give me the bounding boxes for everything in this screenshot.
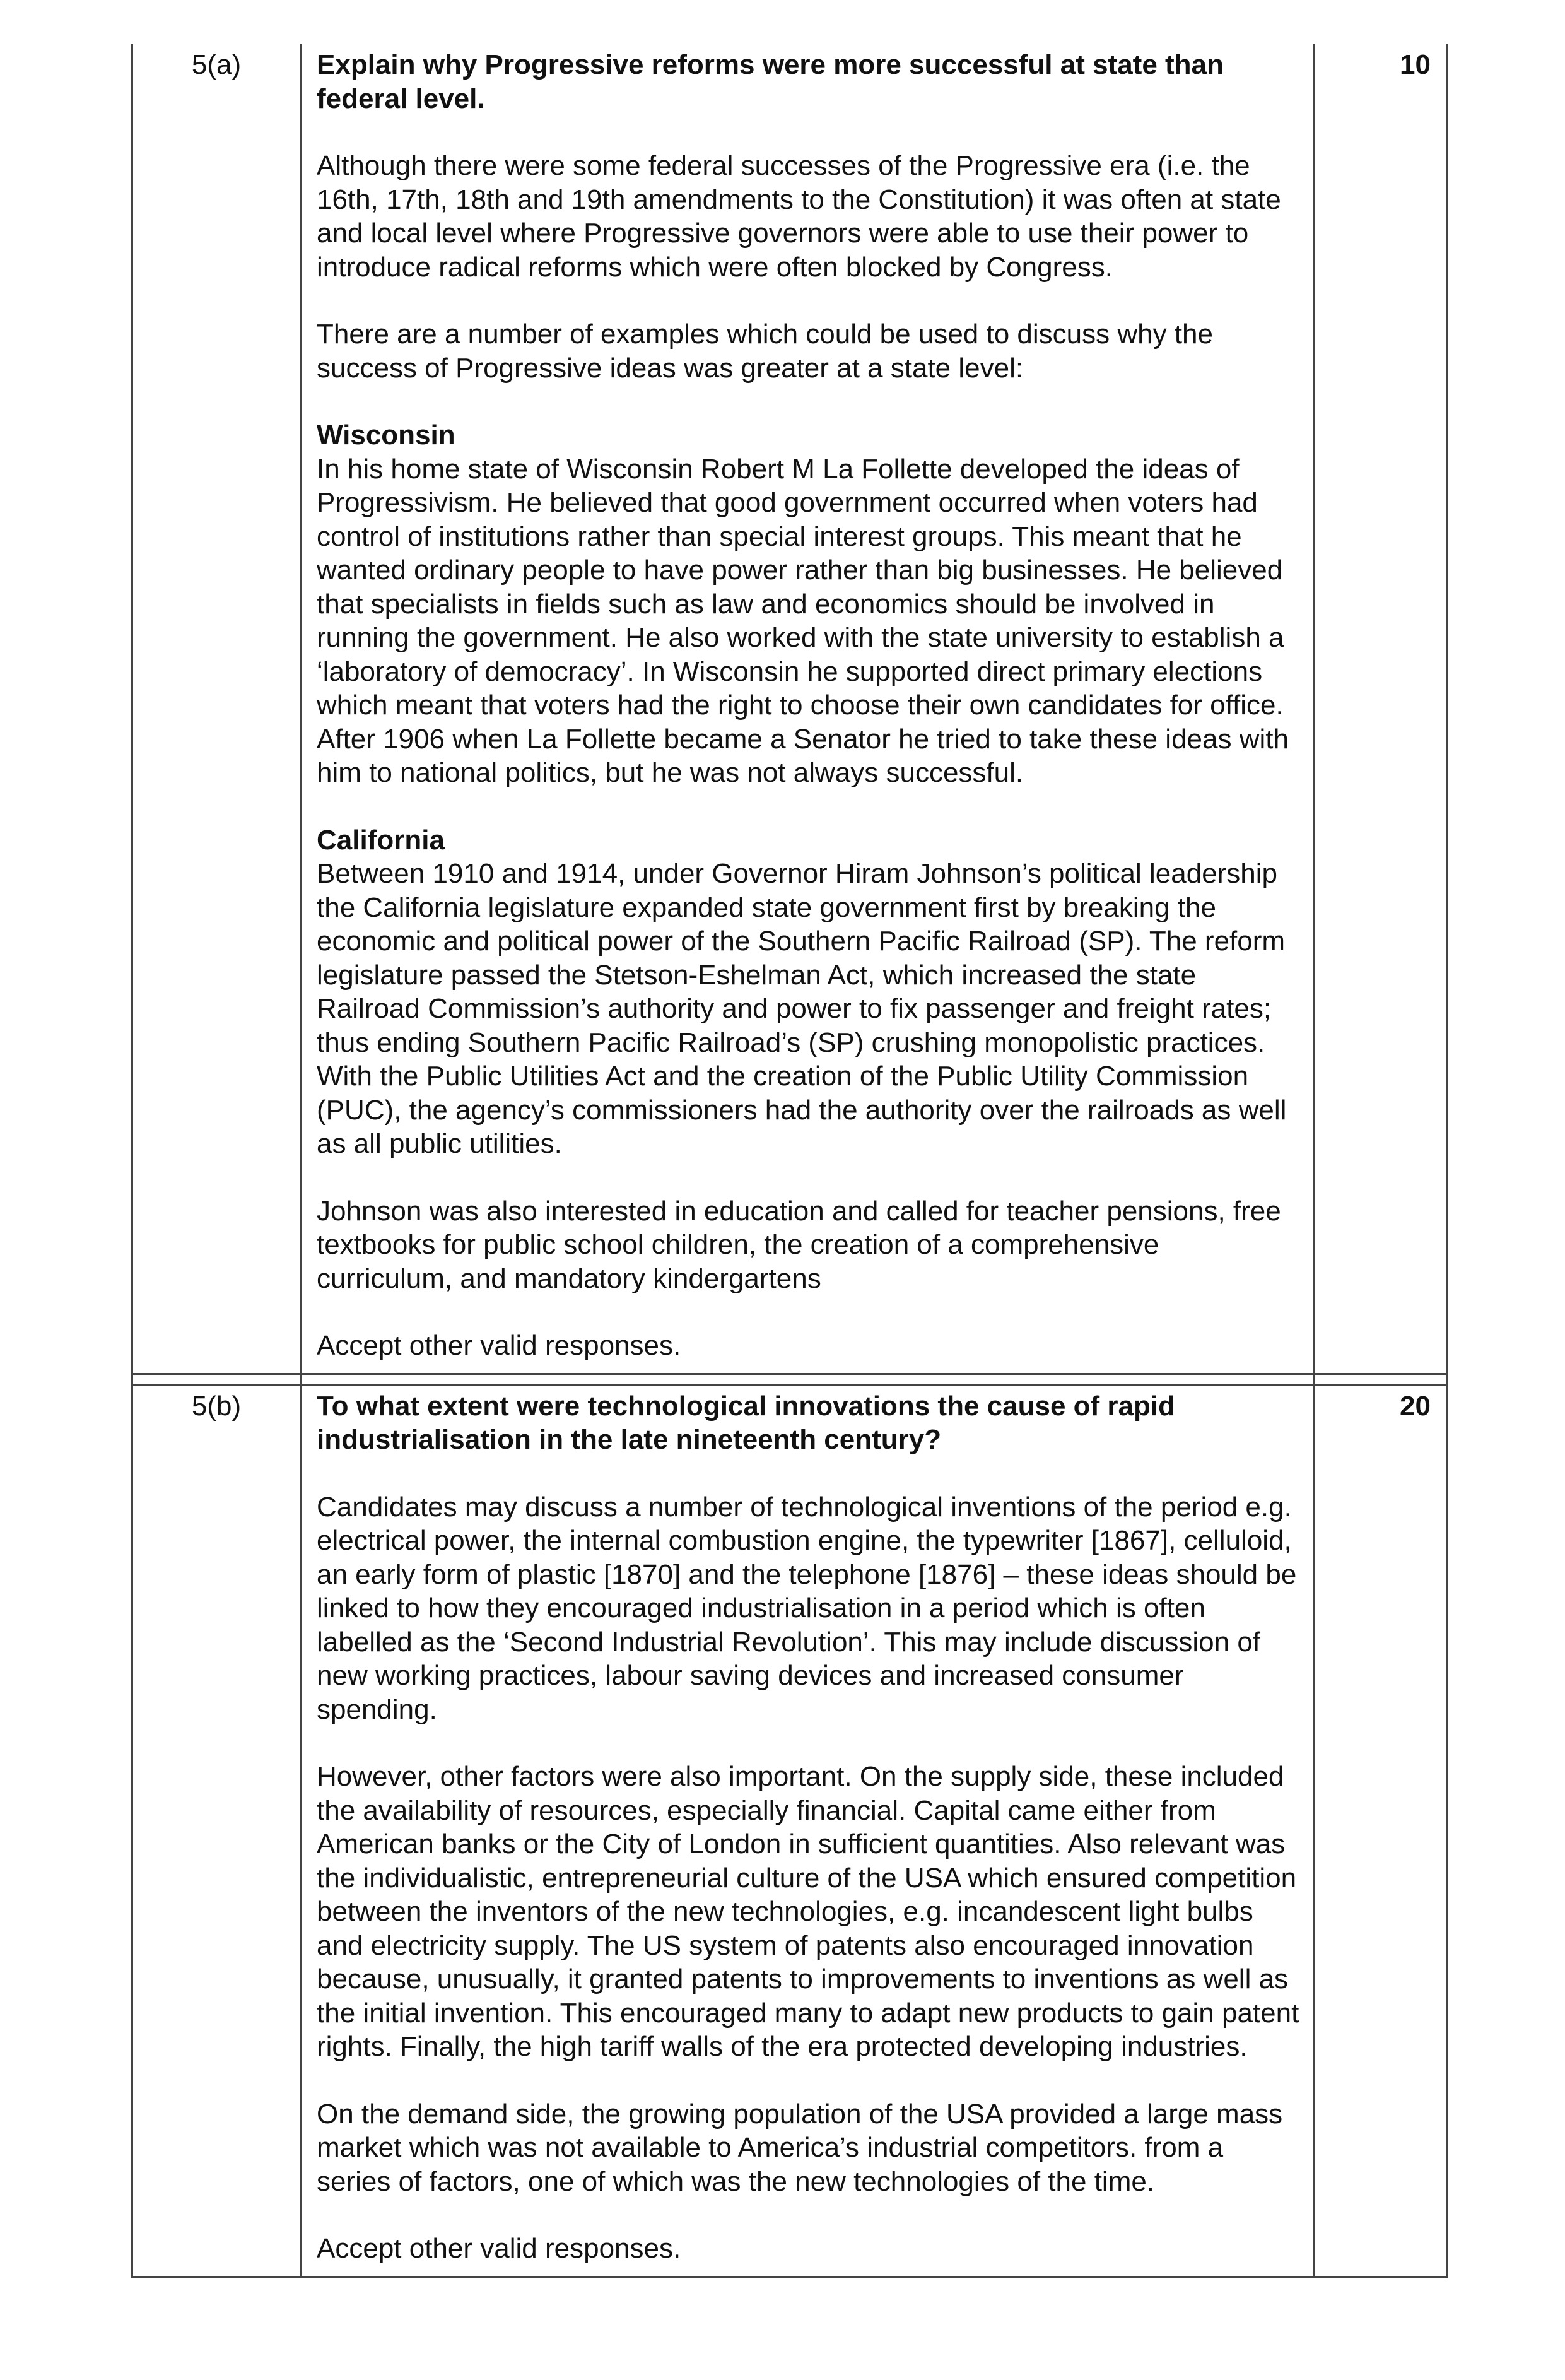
- paragraph-text: Accept other valid responses.: [317, 1330, 681, 1361]
- paragraph: [317, 823, 1301, 1161]
- question-row-5a: [132, 44, 1447, 1374]
- question-text: To what extent were technological innovations the cause of rapid industrialisation in the late nineteenth century?: [317, 1390, 1175, 1455]
- question-number: 5(b): [132, 1384, 301, 2277]
- answer-guidance: [301, 1384, 1315, 2277]
- paragraph-text: Johnson was also interested in education and called for teacher pensions, free textbooks for public school children, the creation of a comprehensive curriculum, and mandatory kindergartens: [317, 1195, 1281, 1294]
- question-text: Explain why Progressive reforms were more successful at state than federal level.: [317, 49, 1224, 114]
- paragraph: [317, 2097, 1301, 2199]
- mark-scheme-table: [131, 44, 1448, 2278]
- paragraph-text: On the demand side, the growing population of the USA provided a large mass market which was not available to America’s industrial competitors. from a series of factors, one of which was the new technologies of the time.: [317, 2098, 1283, 2197]
- answer-guidance: [301, 44, 1315, 1374]
- marks: 20: [1315, 1384, 1447, 2277]
- paragraph: [317, 418, 1301, 790]
- paragraph: [317, 1194, 1301, 1296]
- paragraph-text: Between 1910 and 1914, under Governor Hiram Johnson’s political leadership the California legislature expanded state government first by breaking the economic and political power of the Southern Pacific Railroad (SP). The reform legislature passed the Stetson-Eshelman Act, which increased the state Railroad Commission’s authority and power to fix passenger and freight rates; thus ending Southern Pacific Railroad’s (SP) crushing monopolistic practices. With the Public Utilities Act and the creation of the Public Utility Commission (PUC), the agency’s commissioners had the authority over the railroads as well as all public utilities.: [317, 858, 1287, 1159]
- section-heading: Wisconsin: [317, 420, 455, 451]
- marks: 10: [1315, 44, 1447, 1374]
- question-number: 5(a): [132, 44, 301, 1374]
- paragraph: [317, 1329, 1301, 1363]
- paragraph-text: In his home state of Wisconsin Robert M La Follette developed the ideas of Progressivism. He believed that good government occurred when voters had control of institutions rather than special interest groups. This meant that he wanted ordinary people to have power rather than big businesses. He believed that specialists in fields such as law and economics should be involved in running the government. He also worked with the state university to establish a ‘laboratory of democracy’. In Wisconsin he supported direct primary elections which meant that voters had the right to choose their own candidates for office. After 1906 when La Follette became a Senator he tried to take these ideas with him to national politics, but he was not always successful.: [317, 453, 1289, 788]
- paragraph: [317, 149, 1301, 284]
- paragraph-text: Accept other valid responses.: [317, 2233, 681, 2264]
- row-separator: [132, 1374, 1447, 1384]
- paragraph: [317, 1760, 1301, 2064]
- paragraph-text: Candidates may discuss a number of technological inventions of the period e.g. electrical power, the internal combustion engine, the typewriter [1867], celluloid, an early form of plastic [1870] and the telephone [1876] – these ideas should be linked to how they encouraged industrialisation in a period which is often labelled as the ‘Second Industrial Revolution’. This may include discussion of new working practices, labour saving devices and increased consumer spending.: [317, 1491, 1297, 1725]
- paragraph-text: There are a number of examples which could be used to discuss why the success of Progressive ideas was greater at a state level:: [317, 319, 1213, 384]
- paragraph: [317, 1490, 1301, 1727]
- paragraph: [317, 317, 1301, 385]
- paragraph-text: Although there were some federal successes of the Progressive era (i.e. the 16th, 17th, 18th and 19th amendments to the Constitution) it was often at state and local level where Progressive governors were able to use their power to introduce radical reforms which were often blocked by Congress.: [317, 150, 1281, 283]
- section-heading: California: [317, 824, 445, 856]
- paragraph-text: However, other factors were also important. On the supply side, these included the availability of resources, especially financial. Capital came either from American banks or the City of London in sufficient quantities. Also relevant was the individualistic, entrepreneurial culture of the USA which ensured competition between the inventors of the new technologies, e.g. incandescent light bulbs and electricity supply. The US system of patents also encouraged innovation because, unusually, it granted patents to improvements to inventions as well as the initial invention. This encouraged many to adapt new products to gain patent rights. Finally, the high tariff walls of the era protected developing industries.: [317, 1761, 1299, 2062]
- question-row-5b: [132, 1384, 1447, 2277]
- paragraph: [317, 2232, 1301, 2266]
